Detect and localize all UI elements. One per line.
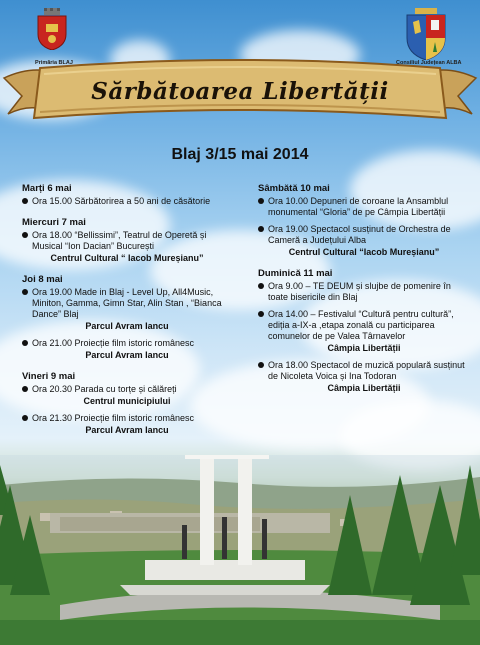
schedule-left-column	[22, 183, 232, 446]
bullet-icon	[22, 198, 28, 204]
bullet-icon	[22, 415, 28, 421]
event-item	[22, 338, 232, 349]
day-heading: Marți 6 mai	[22, 183, 72, 194]
blaj-crest-icon	[36, 8, 68, 50]
day-heading: Joi 8 mai	[22, 274, 63, 285]
bullet-icon	[22, 340, 28, 346]
event-venue: Câmpia Libertății	[327, 383, 401, 393]
event-text: Ora 21.30 Proiecție film istoric românesc	[32, 413, 195, 423]
event-item	[258, 281, 470, 303]
bullet-icon	[258, 311, 264, 317]
event-text: Ora 20.30 Parada cu torțe și călăreți	[32, 384, 177, 394]
day-heading: Sâmbătă 10 mai	[258, 183, 330, 194]
event-text: Ora 10.00 Depuneri de coroane la Ansamblul monumental “Gloria” de pe Câmpia Libertății	[268, 196, 449, 217]
bullet-icon	[22, 386, 28, 392]
bullet-icon	[22, 232, 28, 238]
event-item	[22, 287, 232, 320]
event-text: Ora 14.00 – Festivalul “Cultură pentru cultură”, ediția a-IX-a ,etapa zonală cu participarea comunelor de pe Valea Târnavelor	[268, 309, 454, 341]
event-item	[258, 360, 470, 382]
event-item	[258, 224, 470, 246]
event-venue: Centrul Cultural “ Iacob Mureșianu”	[50, 253, 204, 263]
right-org-label: Consiliul Județean ALBA	[396, 60, 462, 66]
event-text: Ora 18.00 “Bellissimi”, Teatrul de Operetă și Musical “Ion Dacian” București	[32, 230, 207, 251]
schedule-right-column	[258, 183, 470, 404]
event-item	[22, 230, 232, 252]
event-item	[22, 196, 232, 207]
bullet-icon	[258, 226, 264, 232]
day-heading: Vineri 9 mai	[22, 371, 76, 382]
event-text: Ora 19.00 Made in Blaj - Level Up, All4Music, Miniton, Gamma, Gimn Star, Alin Stan , “Bianca Dance” Blaj	[32, 287, 222, 319]
event-venue: Centrul Cultural “Iacob Mureșianu”	[288, 247, 440, 257]
left-org-label: Primăria BLAJ	[35, 60, 73, 66]
day-heading: Miercuri 7 mai	[22, 217, 86, 228]
monument-landscape	[0, 455, 480, 645]
day-heading: Duminică 11 mai	[258, 268, 333, 279]
event-item	[22, 384, 232, 395]
event-item	[258, 196, 470, 218]
event-text: Ora 18.00 Spectacol de muzică populară susținut de Nicoleta Voica și Ina Todoran	[268, 360, 465, 381]
event-venue: Parcul Avram Iancu	[85, 321, 169, 331]
event-text: Ora 19.00 Spectacol susținut de Orchestra de Cameră a Județului Alba	[268, 224, 451, 245]
alba-crest-icon	[405, 8, 447, 60]
event-venue: Centrul municipiului	[83, 396, 171, 406]
bullet-icon	[258, 283, 264, 289]
date-title: Blaj 3/15 mai 2014	[171, 146, 309, 163]
event-item	[258, 309, 470, 342]
event-venue: Parcul Avram Iancu	[85, 350, 169, 360]
event-item	[22, 413, 232, 424]
event-text: Ora 9.00 – TE DEUM și slujbe de pomenire în toate bisericile din Blaj	[268, 281, 451, 302]
event-venue: Parcul Avram Iancu	[85, 425, 169, 435]
event-venue: Câmpia Libertății	[327, 343, 401, 353]
bullet-icon	[258, 362, 264, 368]
bullet-icon	[258, 198, 264, 204]
event-text: Ora 21.00 Proiecție film istoric românesc	[32, 338, 195, 348]
banner-title: Sărbătoarea Libertății	[91, 78, 389, 105]
bullet-icon	[22, 289, 28, 295]
event-text: Ora 15.00 Sărbătorirea a 50 ani de căsătorie	[32, 196, 211, 206]
